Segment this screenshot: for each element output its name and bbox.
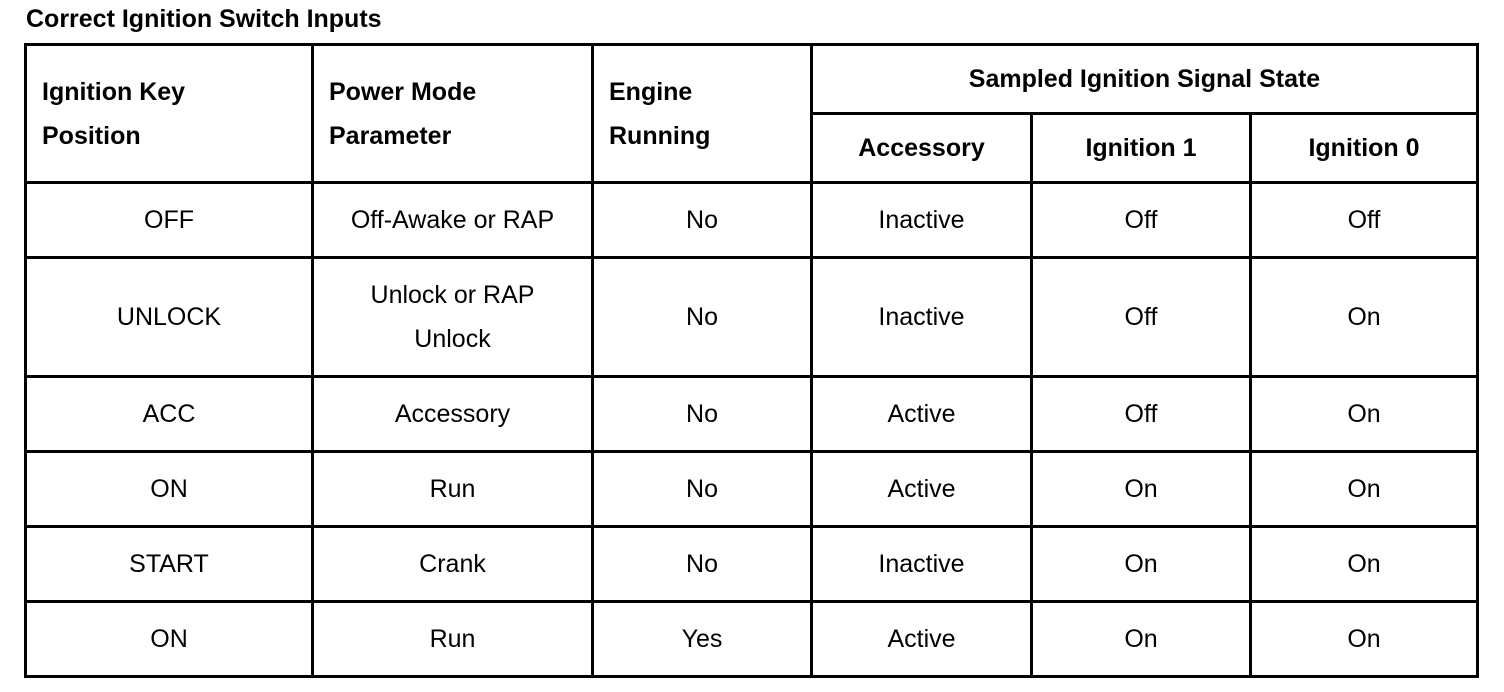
table-row: [26, 602, 1478, 677]
cell-key-position: ACC: [26, 377, 313, 452]
cell-ignition-1: On: [1032, 452, 1251, 527]
header-ignition-0: Ignition 0: [1251, 114, 1478, 183]
cell-ignition-1: Off: [1032, 183, 1251, 258]
table-row: [26, 527, 1478, 602]
cell-power-mode: Unlock or RAP Unlock: [313, 258, 593, 377]
header-ignition-1: Ignition 1: [1032, 114, 1251, 183]
document-title: Correct Ignition Switch Inputs: [26, 5, 382, 33]
header-power-mode: Power Mode Parameter: [313, 45, 593, 183]
cell-key-position: ON: [26, 452, 313, 527]
cell-ignition-1: Off: [1032, 377, 1251, 452]
cell-power-mode: Crank: [313, 527, 593, 602]
cell-ignition-1: On: [1032, 602, 1251, 677]
cell-ignition-0: On: [1251, 377, 1478, 452]
cell-key-position: UNLOCK: [26, 258, 313, 377]
cell-accessory: Active: [812, 377, 1032, 452]
cell-engine-running: No: [593, 377, 812, 452]
cell-ignition-0: On: [1251, 452, 1478, 527]
cell-key-position: START: [26, 527, 313, 602]
cell-ignition-0: On: [1251, 602, 1478, 677]
header-engine-running: Engine Running: [593, 45, 812, 183]
cell-ignition-0: Off: [1251, 183, 1478, 258]
table-row: [26, 258, 1478, 377]
cell-ignition-0: On: [1251, 527, 1478, 602]
cell-engine-running: No: [593, 527, 812, 602]
table-row: [26, 377, 1478, 452]
table-row: [26, 452, 1478, 527]
cell-engine-running: No: [593, 452, 812, 527]
header-accessory: Accessory: [812, 114, 1032, 183]
ignition-inputs-table: [24, 43, 1479, 678]
cell-power-mode: Run: [313, 452, 593, 527]
cell-accessory: Inactive: [812, 527, 1032, 602]
cell-engine-running: Yes: [593, 602, 812, 677]
cell-power-mode: Run: [313, 602, 593, 677]
cell-key-position: OFF: [26, 183, 313, 258]
cell-ignition-0: On: [1251, 258, 1478, 377]
table-row: [26, 183, 1478, 258]
cell-engine-running: No: [593, 183, 812, 258]
header-key-position: Ignition Key Position: [26, 45, 313, 183]
cell-power-mode: Accessory: [313, 377, 593, 452]
cell-key-position: ON: [26, 602, 313, 677]
cell-engine-running: No: [593, 258, 812, 377]
cell-ignition-1: On: [1032, 527, 1251, 602]
cell-ignition-1: Off: [1032, 258, 1251, 377]
cell-accessory: Active: [812, 452, 1032, 527]
cell-accessory: Inactive: [812, 258, 1032, 377]
header-sampled-signal-state: Sampled Ignition Signal State: [812, 45, 1478, 114]
cell-accessory: Active: [812, 602, 1032, 677]
cell-power-mode: Off-Awake or RAP: [313, 183, 593, 258]
cell-accessory: Inactive: [812, 183, 1032, 258]
